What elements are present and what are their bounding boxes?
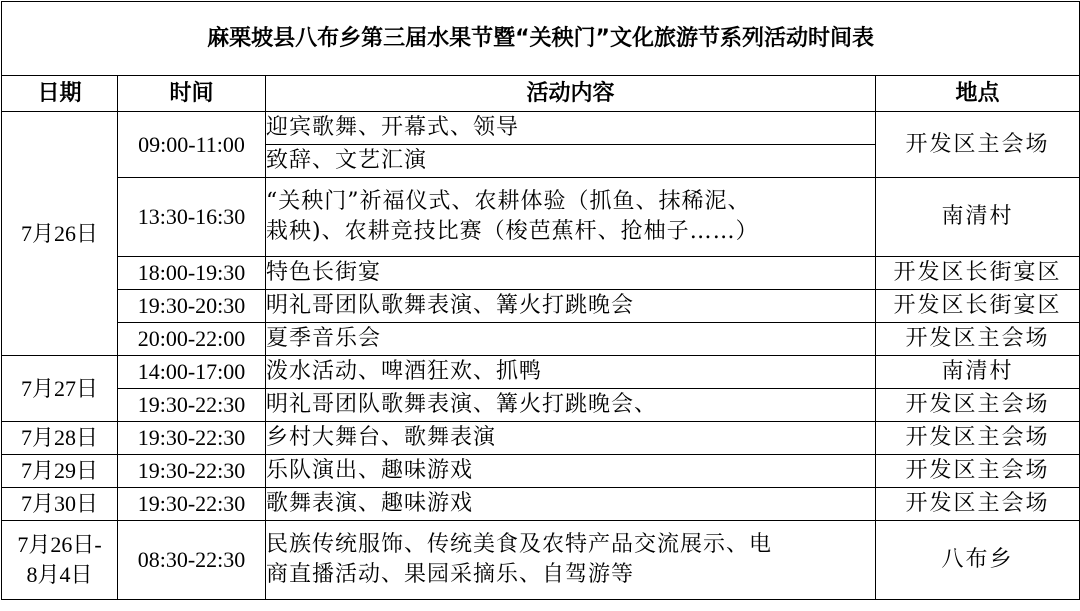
content-cell: 歌舞表演、趣味游戏 (266, 488, 876, 521)
time-cell: 19:30-22:30 (118, 389, 266, 422)
header-date: 日期 (2, 76, 118, 112)
table-row (2, 356, 1080, 389)
date-cell: 7月26日 (2, 112, 118, 356)
place-cell: 开发区长街宴区 (876, 257, 1080, 290)
time-cell: 19:30-22:30 (118, 488, 266, 521)
place-cell: 开发区主会场 (876, 455, 1080, 488)
content-line: 栽秧)、农耕竞技比赛（梭芭蕉杆、抢柚子……） (266, 219, 759, 244)
table-row (2, 290, 1080, 323)
table-row (2, 521, 1080, 600)
time-cell: 18:00-19:30 (118, 257, 266, 290)
time-cell: 08:30-22:30 (118, 521, 266, 600)
table-row (2, 455, 1080, 488)
content-line: 民族传统服饰、传统美食及农特产品交流展示、电 (266, 532, 773, 558)
header-content: 活动内容 (266, 76, 876, 112)
header-row (2, 76, 1080, 112)
header-time: 时间 (118, 76, 266, 112)
content-cell: 明礼哥团队歌舞表演、篝火打跳晚会、 (266, 389, 876, 422)
date-cell: 7月30日 (2, 488, 118, 521)
time-cell: 19:30-20:30 (118, 290, 266, 323)
time-cell: 09:00-11:00 (118, 112, 266, 178)
content-cell (266, 178, 876, 257)
content-cell: 致辞、文艺汇演 (266, 145, 876, 178)
table-title: 麻栗坡县八布乡第三届水果节暨“关秧门”文化旅游节系列活动时间表 (2, 2, 1080, 76)
time-cell: 13:30-16:30 (118, 178, 266, 257)
table-row (2, 257, 1080, 290)
schedule-table (1, 1, 1080, 600)
place-cell: 开发区长街宴区 (876, 290, 1080, 323)
table-row (2, 422, 1080, 455)
time-cell: 19:30-22:30 (118, 422, 266, 455)
content-cell: 夏季音乐会 (266, 323, 876, 356)
date-line: 7月26日- (17, 532, 102, 558)
place-cell: 南清村 (876, 178, 1080, 257)
place-cell: 南清村 (876, 356, 1080, 389)
place-cell: 开发区主会场 (876, 488, 1080, 521)
table-row (2, 112, 1080, 145)
schedule-document (0, 1, 1080, 611)
content-cell: 特色长街宴 (266, 257, 876, 290)
header-place: 地点 (876, 76, 1080, 112)
content-cell: 乡村大舞台、歌舞表演 (266, 422, 876, 455)
content-cell: 迎宾歌舞、开幕式、领导 (266, 112, 876, 145)
table-row (2, 178, 1080, 257)
place-cell: 开发区主会场 (876, 323, 1080, 356)
date-cell: 7月28日 (2, 422, 118, 455)
place-cell: 开发区主会场 (876, 389, 1080, 422)
content-cell: 泼水活动、啤酒狂欢、抓鸭 (266, 356, 876, 389)
content-line: 商直播活动、果园采摘乐、自驾游等 (266, 562, 635, 587)
content-cell: 明礼哥团队歌舞表演、篝火打跳晚会 (266, 290, 876, 323)
date-cell: 7月29日 (2, 455, 118, 488)
table-row (2, 389, 1080, 422)
place-cell: 开发区主会场 (876, 422, 1080, 455)
time-cell: 20:00-22:00 (118, 323, 266, 356)
content-cell: 乐队演出、趣味游戏 (266, 455, 876, 488)
table-row (2, 488, 1080, 521)
content-line: “关秧门”祈福仪式、农耕体验（抓鱼、抹稀泥、 (266, 189, 751, 215)
place-cell: 八布乡 (876, 521, 1080, 600)
table-row (2, 323, 1080, 356)
date-line: 8月4日 (26, 562, 93, 587)
time-cell: 19:30-22:30 (118, 455, 266, 488)
date-cell: 7月27日 (2, 356, 118, 422)
place-cell: 开发区主会场 (876, 112, 1080, 178)
time-cell: 14:00-17:00 (118, 356, 266, 389)
date-cell (2, 521, 118, 600)
content-cell (266, 521, 876, 600)
